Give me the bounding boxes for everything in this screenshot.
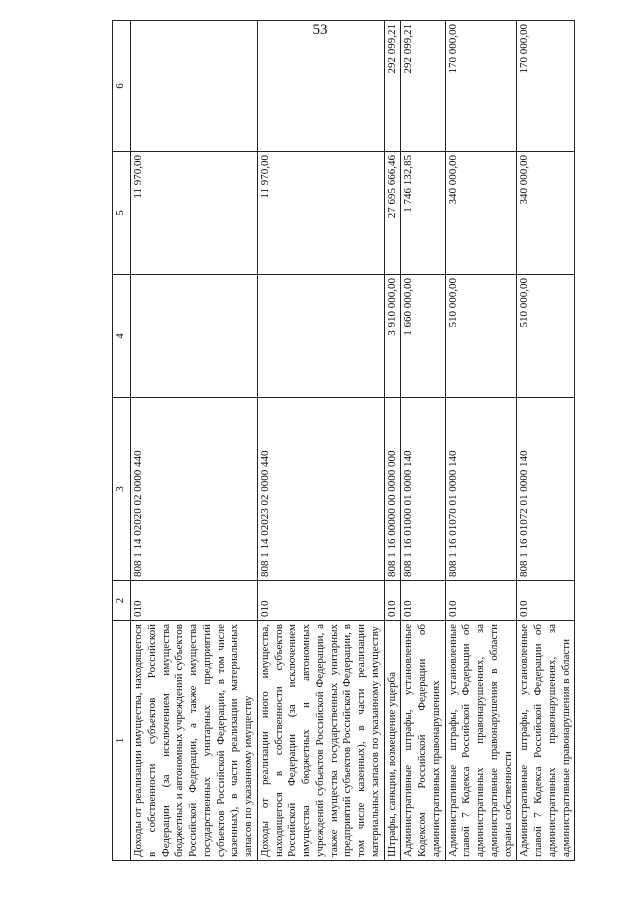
table-row <box>384 21 401 861</box>
row-code: 010 <box>445 581 517 621</box>
row-col-4 <box>257 275 384 398</box>
row-col-6: 292 099,21 <box>401 21 445 152</box>
table-row <box>131 21 258 861</box>
row-code: 010 <box>517 581 575 621</box>
header-col-5: 5 <box>113 152 131 275</box>
row-name: Доходы от реализации имущества, находящегося в собственности субъектов Российской Федерации (за исключением имущества бюджетных и автономных учреждений субъектов Российской Федерации, а также имущества государственных унитарных предприятий субъектов Российской Федерации, в том числе казенных), в части реализации материальных запасов по указанному имуществу <box>131 621 258 861</box>
row-code: 010 <box>257 581 384 621</box>
row-col-4: 510 000,00 <box>445 275 517 398</box>
row-kbk: 808 1 14 02020 02 0000 440 <box>131 398 258 581</box>
header-col-3: 3 <box>113 398 131 581</box>
row-col-4: 3 910 000,00 <box>384 275 401 398</box>
row-col-5: 1 746 132,85 <box>401 152 445 275</box>
row-col-6 <box>257 21 384 152</box>
row-col-5: 340 000,00 <box>445 152 517 275</box>
row-col-6 <box>131 21 258 152</box>
row-code: 010 <box>384 581 401 621</box>
row-kbk: 808 1 14 02023 02 0000 440 <box>257 398 384 581</box>
table-header <box>113 21 131 861</box>
row-col-5: 11 970,00 <box>257 152 384 275</box>
row-name: Административные штрафы, установленные главой 7 Кодекса Российской Федерации об административных правонарушениях, за административные правонарушения в области охраны собственности <box>445 621 517 861</box>
row-kbk: 808 1 16 01000 01 0000 140 <box>401 398 445 581</box>
row-col-6: 170 000,00 <box>517 21 575 152</box>
row-name: Административные штрафы, установленные Кодексом Российской Федерации об административных правонарушениях <box>401 621 445 861</box>
table-body <box>131 21 575 861</box>
table-row <box>257 21 384 861</box>
header-col-2: 2 <box>113 581 131 621</box>
row-name: Штрафы, санкции, возмещение ущерба <box>384 621 401 861</box>
table-row <box>445 21 517 861</box>
row-name: Административные штрафы, установленные главой 7 Кодекса Российской Федерации об административных правонарушениях, за административные правонарушения в области <box>517 621 575 861</box>
row-col-6: 170 000,00 <box>445 21 517 152</box>
header-col-6: 6 <box>113 21 131 152</box>
row-col-5: 340 000,00 <box>517 152 575 275</box>
page-number: 53 <box>312 22 328 38</box>
table-row <box>401 21 445 861</box>
row-kbk: 808 1 16 00000 00 0000 000 <box>384 398 401 581</box>
row-col-6: 292 099,21 <box>384 21 401 152</box>
row-code: 010 <box>401 581 445 621</box>
header-row <box>113 21 131 861</box>
row-col-4: 1 660 000,00 <box>401 275 445 398</box>
table-row <box>517 21 575 861</box>
row-code: 010 <box>131 581 258 621</box>
header-col-4: 4 <box>113 275 131 398</box>
row-kbk: 808 1 16 01070 01 0000 140 <box>445 398 517 581</box>
revenue-table <box>112 20 575 861</box>
row-col-5: 27 695 666,46 <box>384 152 401 275</box>
row-name: Доходы от реализации иного имущества, находящегося в собственности субъектов Российской Федерации (за исключением имущества бюджетных и автономных учреждений субъектов Российской Федерации, а также имущества государственных унитарных предприятий субъектов Российской Федерации, в том числе казенных), в части реализации материальных запасов по указанному имуществу <box>257 621 384 861</box>
header-col-1: 1 <box>113 621 131 861</box>
row-kbk: 808 1 16 01072 01 0000 140 <box>517 398 575 581</box>
row-col-4: 510 000,00 <box>517 275 575 398</box>
row-col-5: 11 970,00 <box>131 152 258 275</box>
row-col-4 <box>131 275 258 398</box>
